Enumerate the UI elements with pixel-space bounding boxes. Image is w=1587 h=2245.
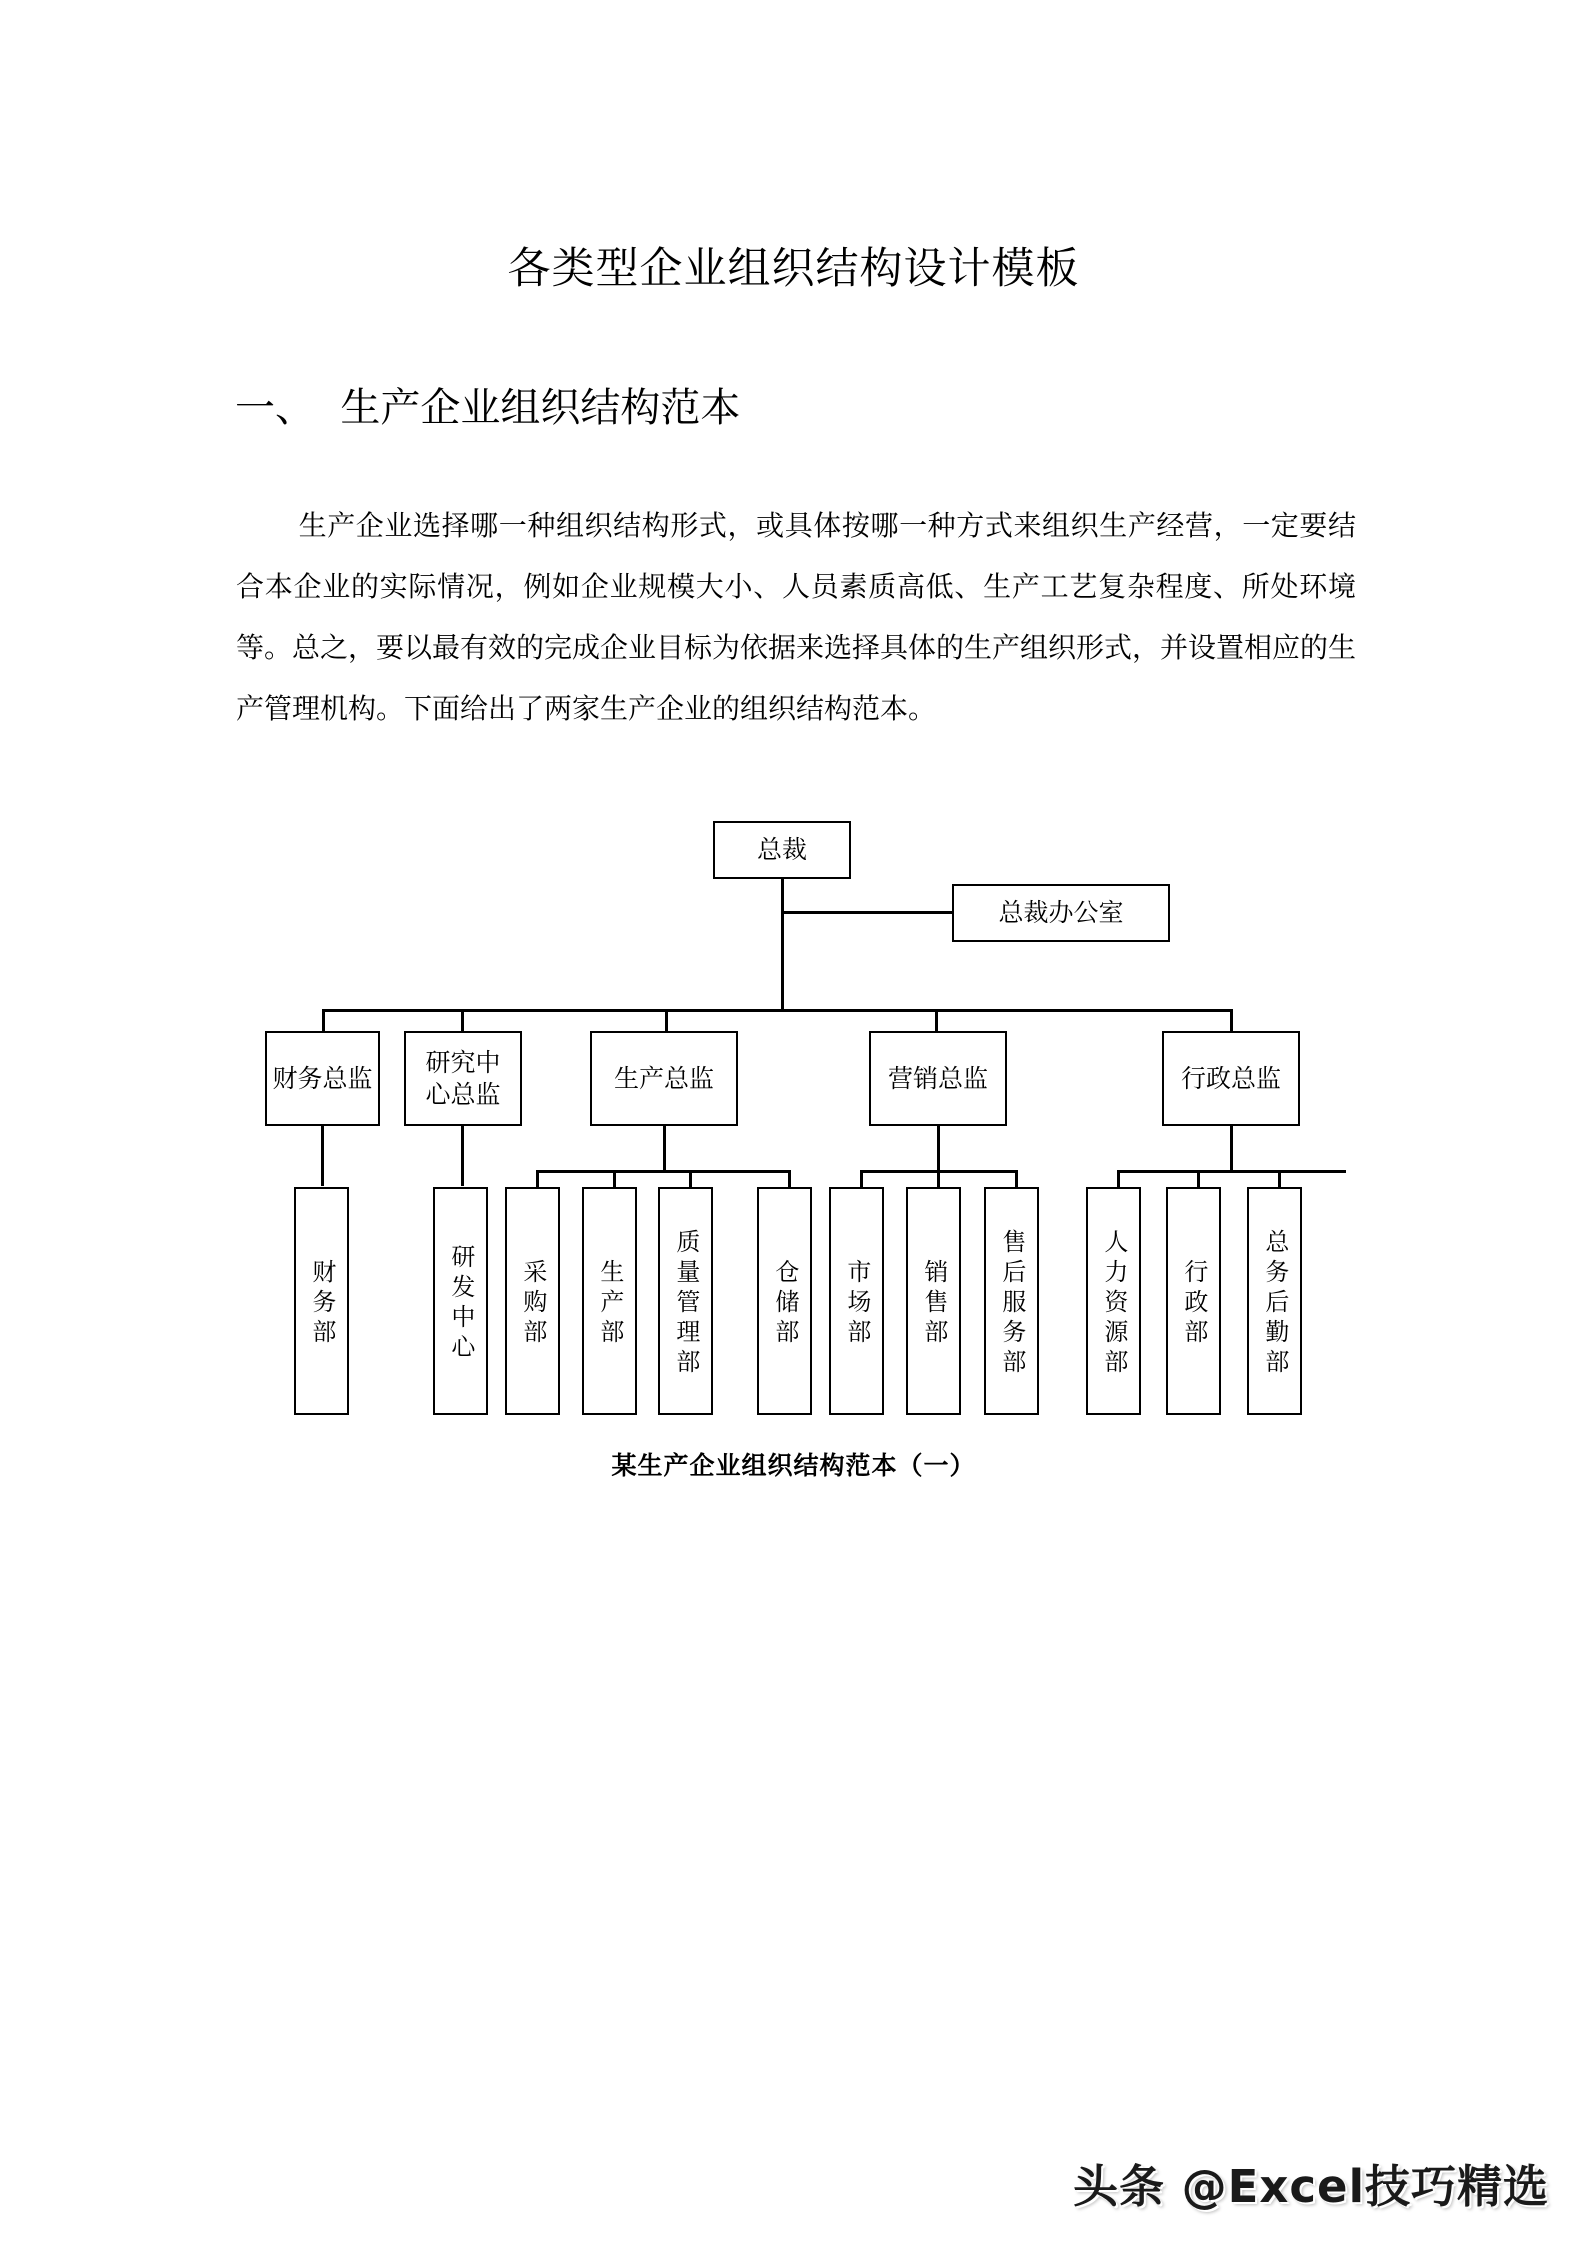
connector-drop-quality <box>689 1170 692 1187</box>
connector-drop-cao <box>1230 1009 1233 1031</box>
connector-drop-purchasing <box>536 1170 539 1187</box>
org-node-ceo-office[interactable]: 总裁办公室 <box>952 884 1170 942</box>
connector-ceo-stem <box>781 879 784 1012</box>
org-node-ceo[interactable]: 总裁 <box>713 821 851 879</box>
connector-drop-cfo <box>322 1009 325 1031</box>
connector-cmo-stem <box>937 1126 940 1170</box>
org-node-finance-dept[interactable]: 财务部 <box>294 1187 349 1415</box>
org-node-purchasing-dept[interactable]: 采购部 <box>505 1187 560 1415</box>
connector-drop-admin <box>1197 1170 1200 1187</box>
connector-drop-sales <box>937 1170 940 1187</box>
org-node-marketing-director[interactable]: 营销总监 <box>869 1031 1007 1126</box>
org-node-admin-dept[interactable]: 行政部 <box>1166 1187 1221 1415</box>
org-node-market-dept[interactable]: 市场部 <box>829 1187 884 1415</box>
watermark-text: 头条 @Excel技巧精选 <box>1072 2160 1549 2213</box>
org-node-rnd-center[interactable]: 研发中心 <box>433 1187 488 1415</box>
connector-drop-hr <box>1117 1170 1120 1187</box>
figure-caption: 某生产企业组织结构范本（一） <box>611 1451 976 1480</box>
connector-drop-warehouse <box>788 1170 791 1187</box>
org-node-admin-director[interactable]: 行政总监 <box>1162 1031 1300 1126</box>
org-node-warehouse-dept[interactable]: 仓储部 <box>757 1187 812 1415</box>
org-node-aftersales-dept[interactable]: 售后服务部 <box>984 1187 1039 1415</box>
connector-drop-market <box>860 1170 863 1187</box>
org-node-hr-dept[interactable]: 人力资源部 <box>1086 1187 1141 1415</box>
org-node-quality-dept[interactable]: 质量管理部 <box>658 1187 713 1415</box>
connector-drop-coo <box>665 1009 668 1031</box>
connector-cfo-to-finance-dept <box>321 1126 324 1186</box>
org-node-research-director[interactable]: 研究中心总监 <box>404 1031 522 1126</box>
connector-director-bus <box>322 1009 1233 1012</box>
connector-drop-general-affairs <box>1278 1170 1281 1187</box>
connector-drop-cmo <box>935 1009 938 1031</box>
section-heading-1: 一、 生产企业组织结构范本 <box>235 385 741 431</box>
paragraph-text: 生产企业选择哪一种组织结构形式，或具体按哪一种方式来组织生产经营，一定要结合本企业的实际情况，例如企业规模大小、人员素质高低、生产工艺复杂程度、所处环境等。总之，要以最有效的完成企业目标为依据来选择具体的生产组织形式，并设置相应的生产管理机构。下面给出了两家生产企业的组织结构范本。 <box>236 509 1357 725</box>
connector-drop-aftersales <box>1015 1170 1018 1187</box>
org-node-production-director[interactable]: 生产总监 <box>590 1031 738 1126</box>
connector-cro-to-rnd-center <box>461 1126 464 1186</box>
org-node-general-affairs-dept[interactable]: 总务后勤部 <box>1247 1187 1302 1415</box>
connector-coo-bus <box>536 1170 791 1173</box>
document-title: 各类型企业组织结构设计模板 <box>507 244 1080 294</box>
connector-drop-production <box>613 1170 616 1187</box>
connector-coo-stem <box>663 1126 666 1170</box>
connector-drop-cro <box>461 1009 464 1031</box>
org-node-sales-dept[interactable]: 销售部 <box>906 1187 961 1415</box>
connector-ceo-to-office <box>781 911 954 914</box>
org-node-cfo[interactable]: 财务总监 <box>265 1031 380 1126</box>
org-node-production-dept[interactable]: 生产部 <box>582 1187 637 1415</box>
connector-cao-bus <box>1117 1170 1346 1173</box>
connector-cao-stem <box>1230 1126 1233 1170</box>
